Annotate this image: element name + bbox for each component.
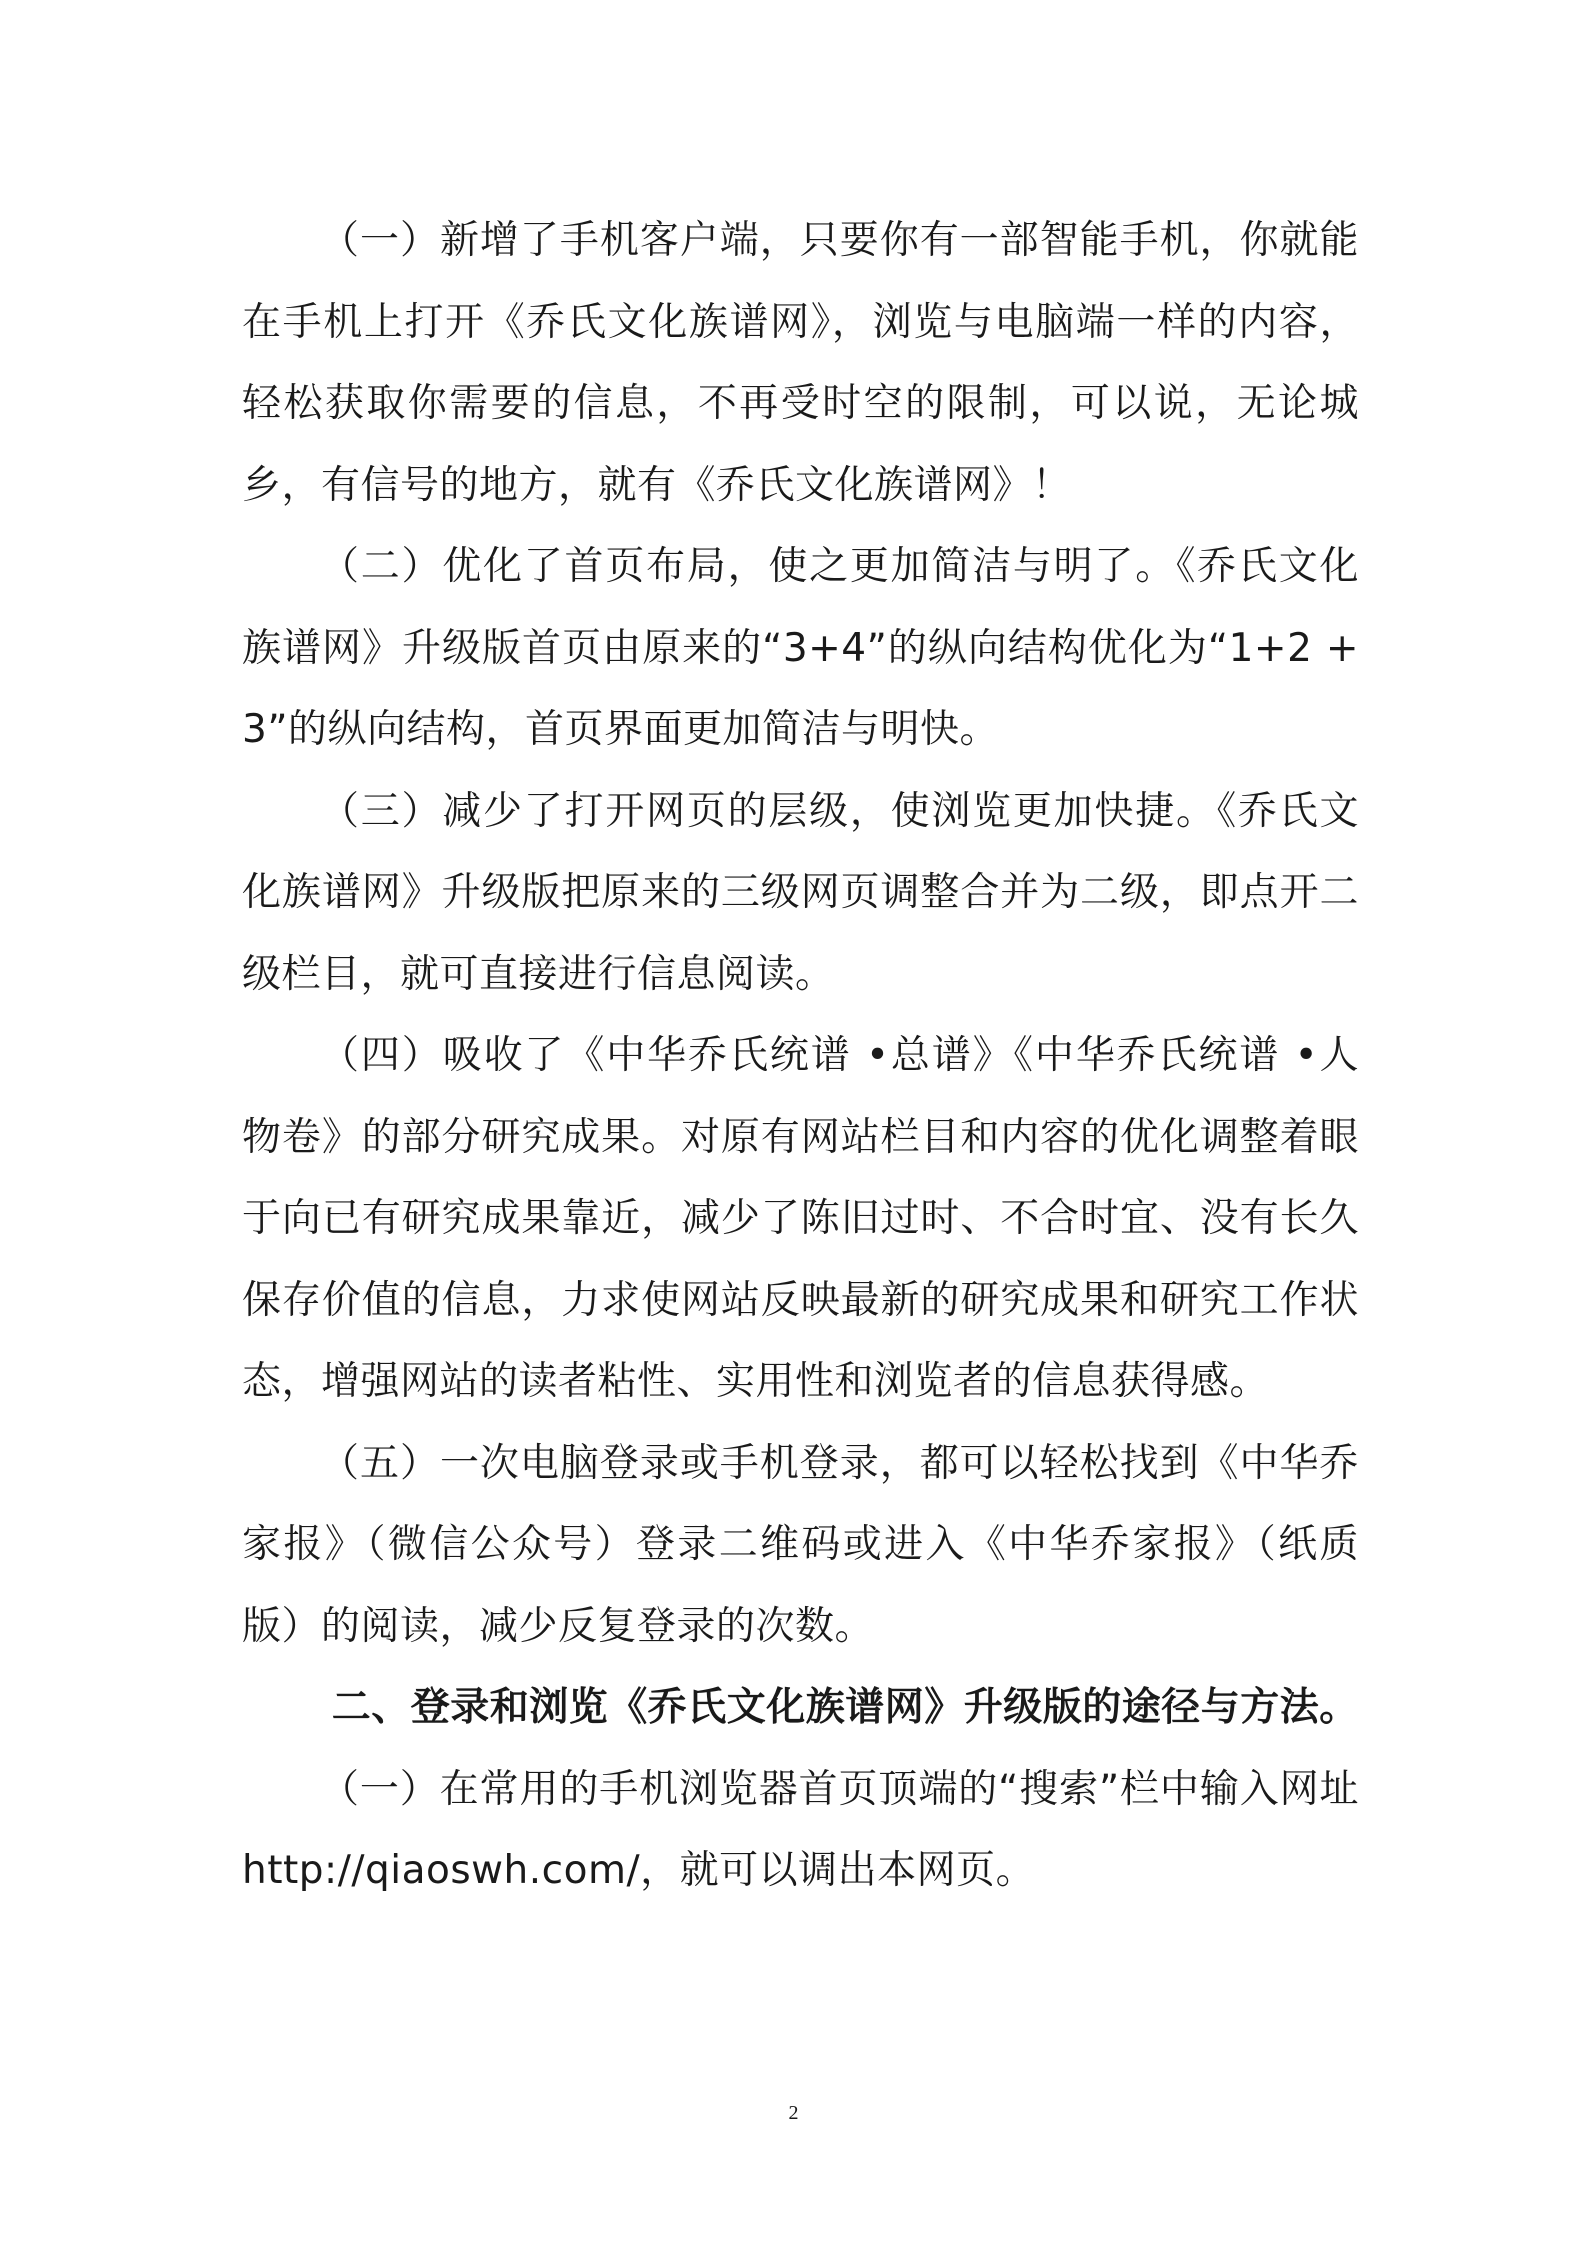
page-number: 2 xyxy=(788,2102,799,2124)
paragraph-1: （一）新增了手机客户端，只要你有一部智能手机，你就能在手机上打开《乔氏文化族谱网》，浏览与电脑端一样的内容，轻松获取你需要的信息，不再受时空的限制，可以说，无论城乡，有信号的地方，就有《乔氏文化族谱网》！ xyxy=(242,218,1359,508)
paragraph-6: （一）在常用的手机浏览器首页顶端的“搜索”栏中输入网址 http://qiaoswh.com/，就可以调出本网页。 xyxy=(242,1766,1359,1893)
paragraph-3: （三）减少了打开网页的层级，使浏览更加快捷。《乔氏文化族谱网》升级版把原来的三级网页调整合并为二级，即点开二级栏目，就可直接进行信息阅读。 xyxy=(242,788,1359,997)
section-heading: 二、登录和浏览《乔氏文化族谱网》升级版的途径与方法。 xyxy=(331,1685,1359,1730)
body-text xyxy=(242,200,1359,1912)
paragraph-5: （五）一次电脑登录或手机登录，都可以轻松找到《中华乔家报》（微信公众号）登录二维码或进入《中华乔家报》（纸质版）的阅读，减少反复登录的次数。 xyxy=(242,1440,1359,1649)
paragraph-4: （四）吸收了《中华乔氏统谱 •总谱》《中华乔氏统谱 •人物卷》的部分研究成果。对原有网站栏目和内容的优化调整着眼于向已有研究成果靠近，减少了陈旧过时、不合时宜、没有长久保存价值的信息，力求使网站反映最新的研究成果和研究工作状态，增强网站的读者粘性、实用性和浏览者的信息获得感。 xyxy=(242,1033,1359,1404)
paragraph-2: （二）优化了首页布局，使之更加简洁与明了。《乔氏文化族谱网》升级版首页由原来的“3+4”的纵向结构优化为“1+2 +3”的纵向结构，首页界面更加简洁与明快。 xyxy=(242,544,1359,752)
